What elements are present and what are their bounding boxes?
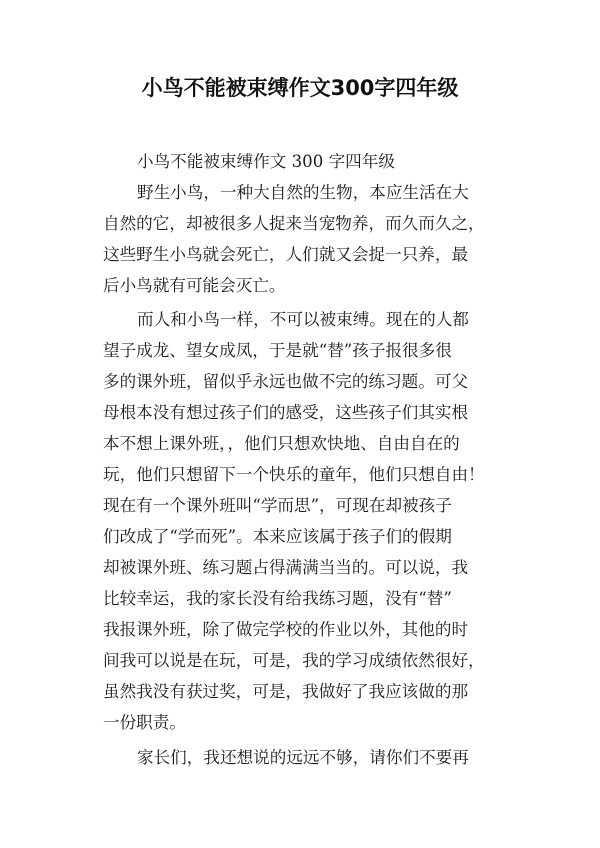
paragraph-line: 一份职责。 — [103, 713, 186, 732]
paragraph-line: 们改成了“学而死”。本来应该属于孩子们的假期 — [103, 527, 452, 546]
paragraph-line: 母根本没有想过孩子们的感受，这些孩子们其实根 — [103, 403, 469, 422]
document-title: 小鸟不能被束缚作文300字四年级 — [141, 76, 459, 100]
paragraph-line: 间我可以说是在玩，可是，我的学习成绩依然很好， — [103, 651, 485, 670]
paragraph-line: 现在有一个课外班叫“学而思”，可现在却被孩子 — [103, 496, 452, 515]
paragraph-line: 这些野生小鸟就会死亡，人们就又会捉一只养，最 — [103, 245, 469, 264]
paragraph-line: 本不想上课外班，，他们只想欢快地、自由自在的 — [103, 434, 460, 453]
paragraph-line: 玩，他们只想留下一个快乐的童年，他们只想自由！ — [103, 465, 485, 484]
paragraph-line: 多的课外班，留似乎永远也做不完的练习题。可父 — [103, 372, 469, 391]
paragraph-line: 而人和小鸟一样，不可以被束缚。现在的人都 — [137, 310, 469, 329]
paragraph-line: 家长们，我还想说的远远不够，请你们不要再 — [137, 748, 469, 767]
paragraph-line: 我报课外班，除了做完学校的作业以外，其他的时 — [103, 620, 469, 639]
subtitle-line: 小鸟不能被束缚作文 300 字四年级 — [137, 152, 395, 171]
paragraph-line: 后小鸟就有可能会灭亡。 — [103, 276, 286, 295]
paragraph-line: 野生小鸟，一种大自然的生物，本应生活在大 — [137, 183, 469, 202]
paragraph-line: 却被课外班、练习题占得满满当当的。可以说，我 — [103, 558, 469, 577]
paragraph-line: 自然的它，却被很多人捉来当宠物养，而久而久之， — [103, 214, 485, 233]
paragraph-line: 比较幸运，我的家长没有给我练习题，没有“替” — [103, 589, 452, 608]
paragraph-line: 虽然我没有获过奖，可是，我做好了我应该做的那 — [103, 682, 469, 701]
paragraph-line: 望子成龙、望女成凤，于是就“替”孩子报很多很 — [103, 341, 452, 360]
